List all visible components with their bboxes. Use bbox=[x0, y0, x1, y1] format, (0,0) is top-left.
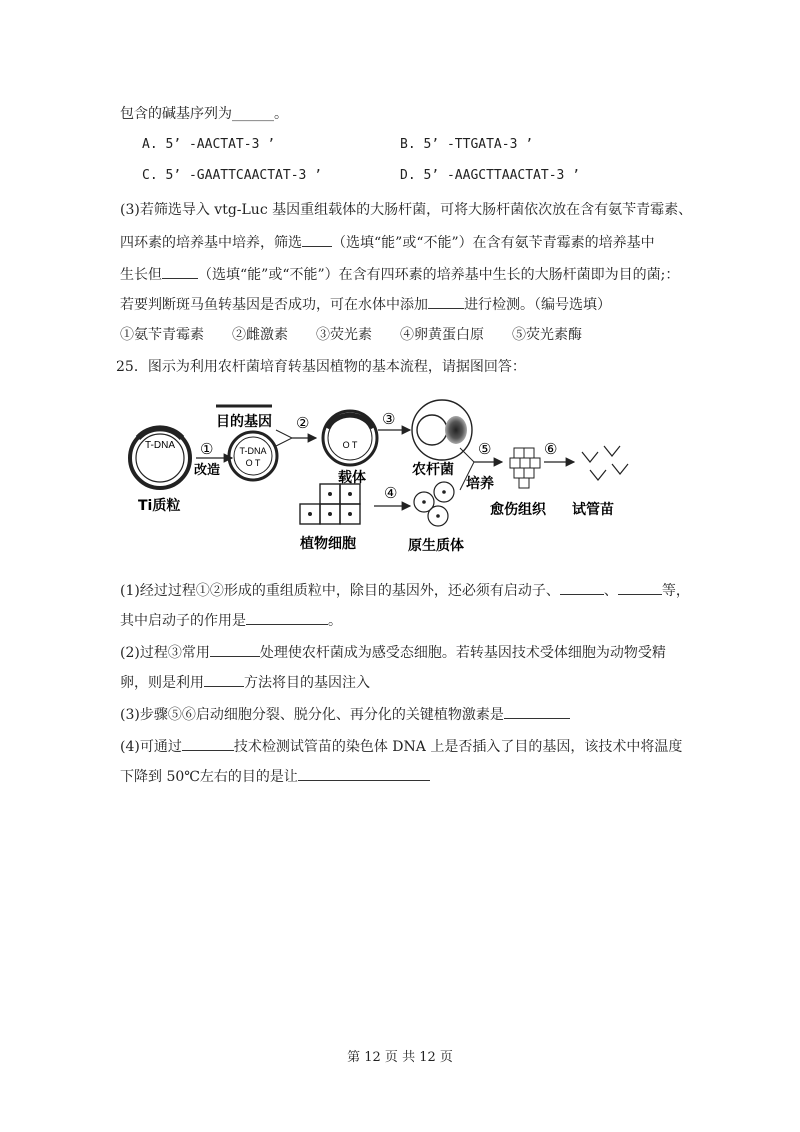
callus-label: 愈伤组织 bbox=[490, 502, 546, 518]
q25-sub4-line1: (4)可通过 技术检测试管苗的染色体 DNA 上是否插入了目的基因，该技术中将温度 bbox=[120, 736, 682, 757]
q24-part3-line2: 四环素的培养基中培养，筛选 （选填“能”或“不能”）在含有氨苄青霉素的培养基中 bbox=[120, 232, 655, 253]
step-1-marker: ① bbox=[200, 440, 214, 458]
tdna-label-1: T-DNA bbox=[145, 440, 175, 451]
target-gene-label: 目的基因 bbox=[216, 414, 272, 430]
tdna-label-2: T-DNA bbox=[239, 446, 267, 456]
protoplast-label: 原生质体 bbox=[408, 538, 464, 554]
step-4-marker: ④ bbox=[384, 484, 398, 502]
seedlings bbox=[582, 446, 628, 480]
ti-plasmid bbox=[130, 428, 190, 488]
option-d: D. 5’ -AAGCTTAACTAT-3 ’ bbox=[400, 168, 581, 183]
ot-vector-label: O T bbox=[342, 440, 358, 450]
option-c: C. 5’ -GAATTCAACTAT-3 ’ bbox=[142, 168, 323, 183]
plant-cells bbox=[300, 484, 360, 524]
protoplasts bbox=[414, 482, 454, 526]
q24-cont-line: 包含的碱基序列为______。 bbox=[120, 106, 288, 122]
culture-label: 培养 bbox=[466, 476, 494, 492]
step-5-marker: ⑤ bbox=[478, 440, 492, 458]
q25-sub1-line2: 其中启动子的作用是 。 bbox=[120, 610, 342, 631]
modify-label: 改造 bbox=[194, 463, 221, 478]
q25-sub1-line1: (1)经过过程①②形成的重组质粒中，除目的基因外，还必须有启动子、 、 等， bbox=[120, 580, 690, 601]
step-6-marker: ⑥ bbox=[544, 440, 558, 458]
choice-3: ③荧光素 bbox=[316, 327, 372, 343]
q25-sub4-line2: 下降到 50℃左右的目的是让 bbox=[120, 766, 430, 787]
option-a: A. 5’ -AACTAT-3 ’ bbox=[142, 137, 276, 152]
q24-part3-line1: (3)若筛选导入 vtg-Luc 基因重组载体的大肠杆菌，可将大肠杆菌依次放在含有氨苄青霉素、 bbox=[120, 202, 693, 218]
callus bbox=[510, 448, 540, 488]
choice-2: ②雌激素 bbox=[232, 327, 288, 343]
choice-5: ⑤荧光素酶 bbox=[512, 327, 582, 343]
choice-4: ④卵黄蛋白原 bbox=[400, 327, 484, 343]
q25-sub2-line2: 卵，则是利用 方法将目的基因注入 bbox=[120, 672, 370, 693]
option-b: B. 5’ -TTGATA-3 ’ bbox=[400, 137, 534, 152]
ot-small-label: O T bbox=[245, 458, 261, 468]
step-2-marker: ② bbox=[296, 414, 310, 432]
q25-sub3: (3)步骤⑤⑥启动细胞分裂、脱分化、再分化的关键植物激素是 bbox=[120, 704, 570, 725]
modified-plasmid bbox=[229, 432, 277, 480]
q24-part3-line4: 若要判断斑马鱼转基因是否成功，可在水体中添加 进行检测。（编号选填） bbox=[120, 294, 611, 315]
ti-plasmid-label: Ti质粒 bbox=[138, 498, 181, 514]
q24-part3-line3: 生长但 （选填“能”或“不能”）在含有四环素的培养基中生长的大肠杆菌即为目的菌;： bbox=[120, 264, 679, 285]
seedling-label: 试管苗 bbox=[572, 502, 614, 518]
choice-1: ①氨苄青霉素 bbox=[120, 327, 204, 343]
transgenic-flow-diagram bbox=[120, 390, 680, 560]
q25-sub2-line1: (2)过程③常用 处理使农杆菌成为感受态细胞。若转基因技术受体细胞为动物受精 bbox=[120, 642, 666, 663]
vector bbox=[323, 411, 377, 465]
page-footer: 第 12 页 共 12 页 bbox=[347, 1050, 453, 1065]
q24-choices bbox=[120, 325, 582, 345]
vector-label: 载体 bbox=[338, 470, 366, 486]
q25-title: 25．图示为利用农杆菌培育转基因植物的基本流程，请据图回答： bbox=[116, 359, 526, 375]
plant-cell-label: 植物细胞 bbox=[300, 536, 356, 552]
step-3-marker: ③ bbox=[382, 410, 396, 428]
agrobacterium-label: 农杆菌 bbox=[412, 462, 454, 478]
